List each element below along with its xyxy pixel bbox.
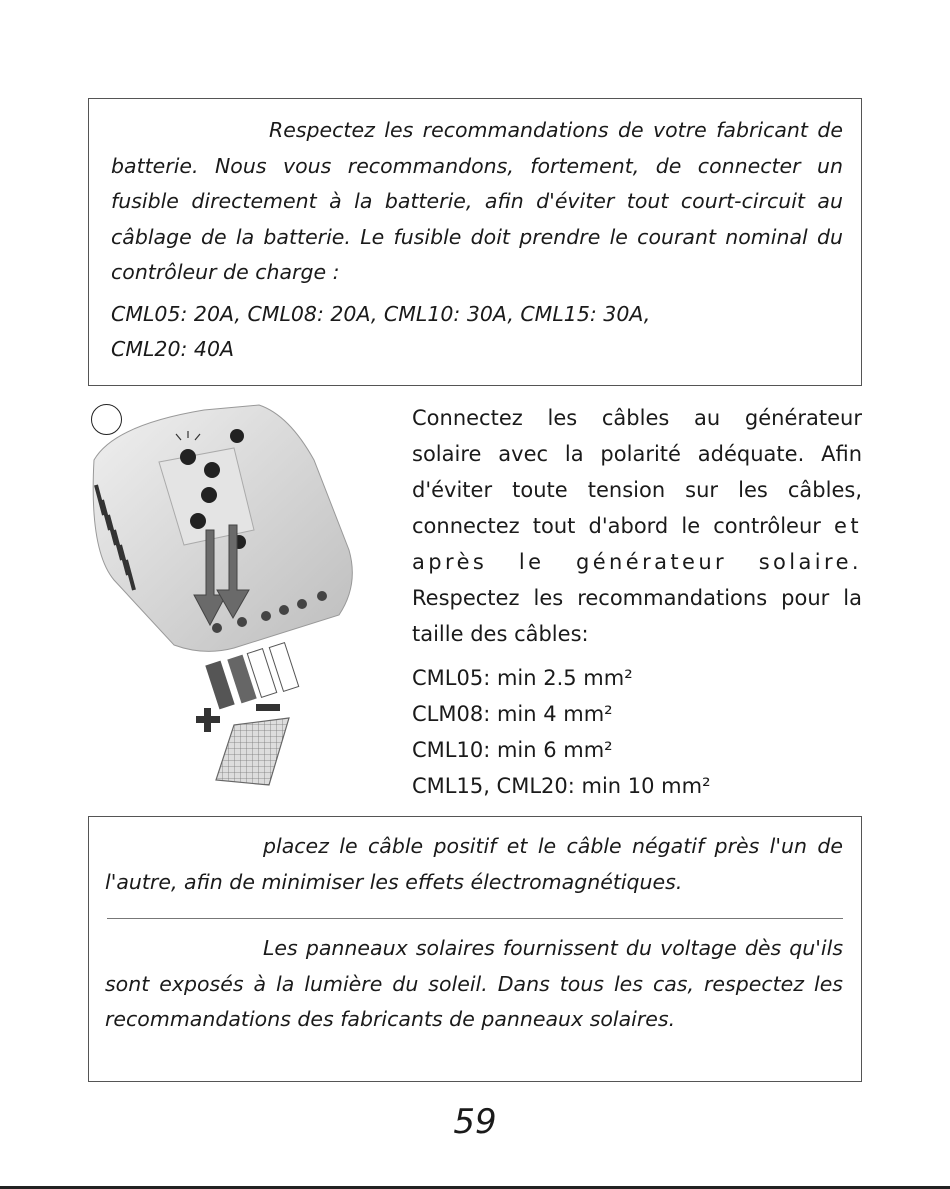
separator-line [107,918,843,919]
fuse-ratings-line-1: CML05: 20A, CML08: 20A, CML10: 30A, CML15: 30A, [111,301,651,326]
wiring-instructions-part-3: Respectez les recommandations pour la taille des câbles: [412,586,862,646]
cable-size-item: CML15, CML20: min 10 mm² [412,774,711,798]
wiring-instructions-part-2: et après le générateur solaire. [412,514,862,574]
controller-wiring-illustration [84,400,384,800]
cable-size-item: CLM08: min 4 mm² [412,702,613,726]
cable-size-item: CML10: min 6 mm² [412,738,613,762]
cable-and-panel-warning-box [88,816,862,1082]
wiring-instructions-part-1: Connectez les câbles au générateur solaire avec la polarité adéquate. Afin d'éviter toute tension sur les câbles, connectez tout d'abord le contrôleur [412,406,862,538]
cable-ends [205,643,298,710]
solar-panel-icon [216,718,289,785]
battery-fuse-warning-box [88,98,862,386]
wiring-instructions [412,400,862,652]
negative-polarity-icon [256,704,280,711]
cable-routing-note: placez le câble positif et le câble négatif près l'un de l'autre, afin de minimiser les effets électromagnétiques. [105,834,843,894]
cable-size-list [412,660,862,804]
cable-size-item: CML05: min 2.5 mm² [412,666,633,690]
fuse-ratings [111,297,843,367]
battery-fuse-warning-text: Respectez les recommandations de votre fabricant de batterie. Nous vous recommandons, fortement, de connecter un fusible directement à la batterie, afin d'éviter tout court-circuit au câblage de la batterie. Le fusible doit prendre le courant nominal du contrôleur de charge : [111,118,843,284]
page-number: 59 [453,1102,497,1142]
solar-panel-voltage-note: Les panneaux solaires fournissent du voltage dès qu'ils sont exposés à la lumière du soleil. Dans tous les cas, respectez les recommandations des fabricants de panneaux solaires. [105,936,843,1031]
positive-polarity-icon [196,708,220,732]
fuse-ratings-line-2: CML20: 40A [111,336,235,361]
